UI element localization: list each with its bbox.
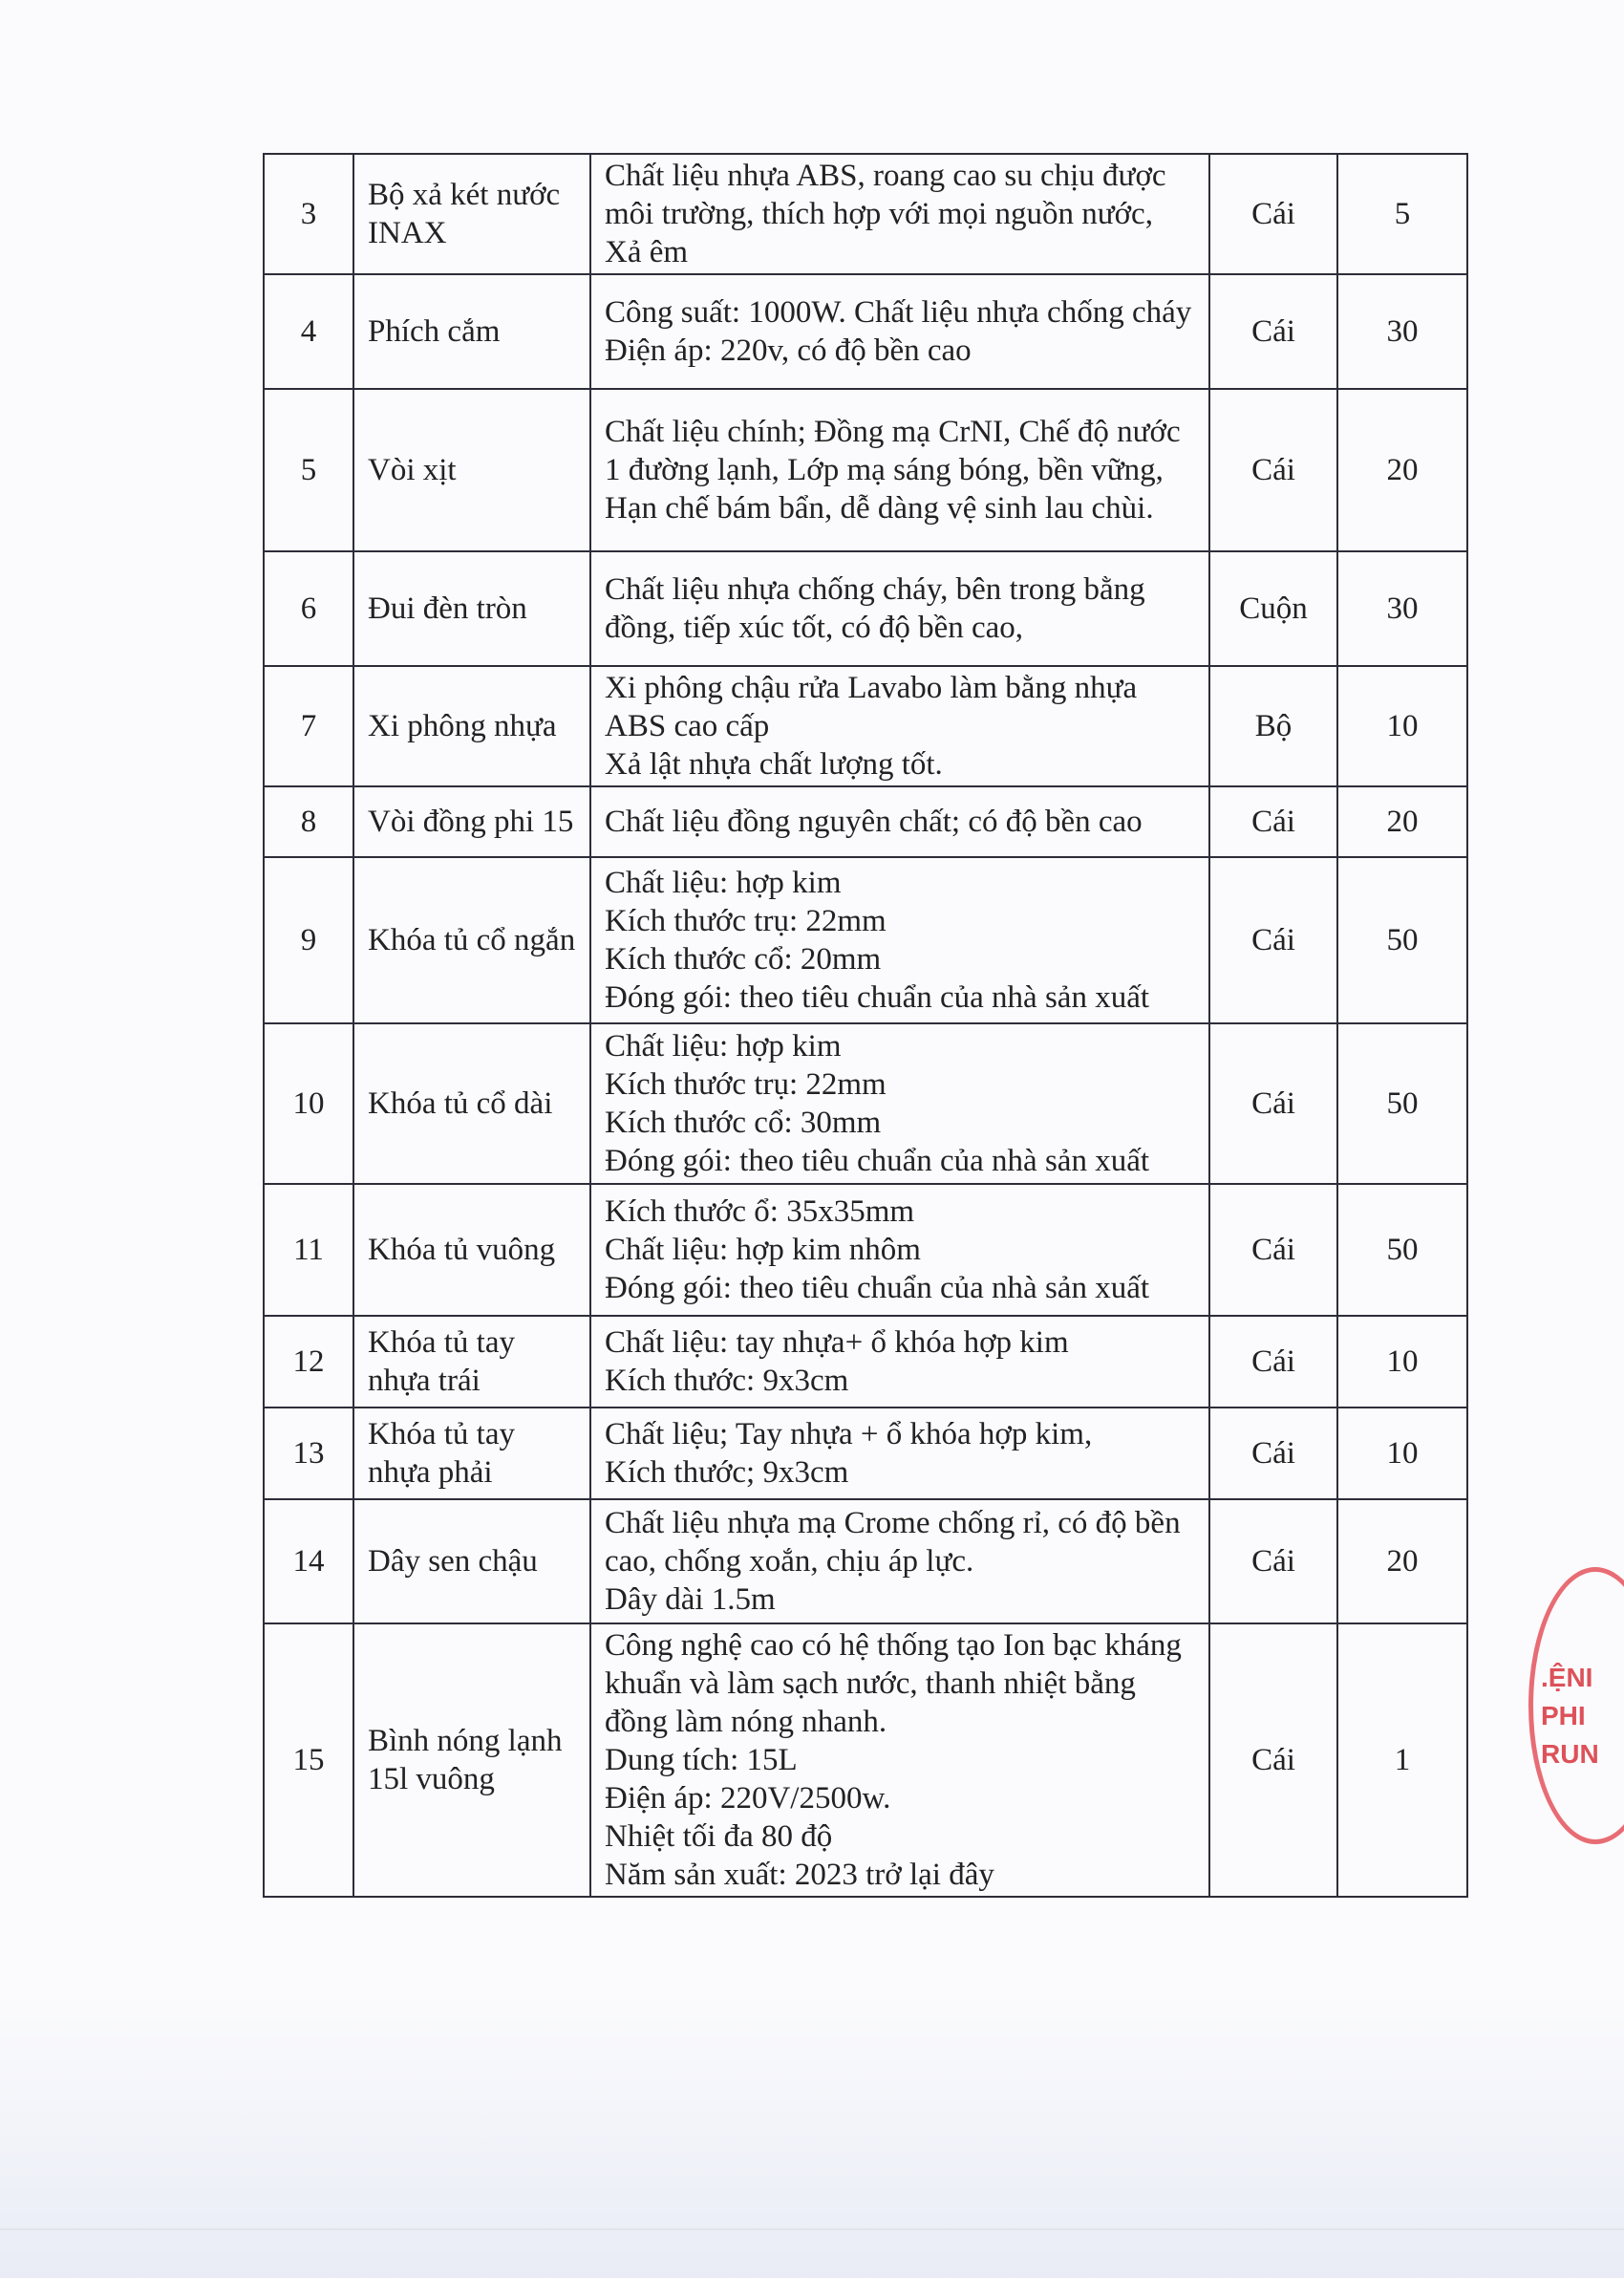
table-row	[264, 551, 1467, 666]
item-unit: Cái	[1209, 786, 1337, 857]
item-unit: Cái	[1209, 1408, 1337, 1499]
item-quantity: 50	[1337, 1023, 1467, 1184]
scan-background	[0, 1991, 1624, 2278]
row-number: 5	[264, 389, 353, 551]
item-quantity: 30	[1337, 274, 1467, 389]
row-number: 7	[264, 666, 353, 786]
items-table-body	[264, 154, 1467, 1897]
item-quantity: 20	[1337, 786, 1467, 857]
item-description: Chất liệu; Tay nhựa + ổ khóa hợp kim, Kích thước; 9x3cm	[590, 1408, 1209, 1499]
row-number: 11	[264, 1184, 353, 1316]
row-number: 4	[264, 274, 353, 389]
row-number: 15	[264, 1623, 353, 1897]
item-description: Chất liệu nhựa ABS, roang cao su chịu được môi trường, thích hợp với mọi nguồn nước, Xả êm	[590, 154, 1209, 274]
red-seal-stamp	[1528, 1567, 1624, 1844]
item-description: Chất liệu: hợp kim Kích thước trụ: 22mm Kích thước cổ: 20mm Đóng gói: theo tiêu chuẩn của nhà sản xuất	[590, 857, 1209, 1023]
item-quantity: 20	[1337, 389, 1467, 551]
item-description: Chất liệu: hợp kim Kích thước trụ: 22mm Kích thước cổ: 30mm Đóng gói: theo tiêu chuẩn của nhà sản xuất	[590, 1023, 1209, 1184]
item-name: Khóa tủ tay nhựa phải	[353, 1408, 590, 1499]
stamp-text-line: PHI	[1541, 1701, 1586, 1730]
row-number: 14	[264, 1499, 353, 1623]
item-unit: Cuộn	[1209, 551, 1337, 666]
row-number: 8	[264, 786, 353, 857]
items-table	[263, 153, 1468, 1898]
item-unit: Cái	[1209, 154, 1337, 274]
item-unit: Cái	[1209, 1023, 1337, 1184]
item-unit: Cái	[1209, 1499, 1337, 1623]
item-description: Kích thước ổ: 35x35mm Chất liệu: hợp kim nhôm Đóng gói: theo tiêu chuẩn của nhà sản xuất	[590, 1184, 1209, 1316]
item-quantity: 50	[1337, 857, 1467, 1023]
item-name: Khóa tủ cổ dài	[353, 1023, 590, 1184]
table-row	[264, 857, 1467, 1023]
item-quantity: 5	[1337, 154, 1467, 274]
item-quantity: 30	[1337, 551, 1467, 666]
item-unit: Cái	[1209, 1623, 1337, 1897]
item-description: Công suất: 1000W. Chất liệu nhựa chống cháy Điện áp: 220v, có độ bền cao	[590, 274, 1209, 389]
table-row	[264, 1623, 1467, 1897]
item-description: Xi phông chậu rửa Lavabo làm bằng nhựa ABS cao cấp Xả lật nhựa chất lượng tốt.	[590, 666, 1209, 786]
table-row	[264, 274, 1467, 389]
item-quantity: 10	[1337, 1316, 1467, 1408]
item-name: Phích cắm	[353, 274, 590, 389]
item-name: Khóa tủ tay nhựa trái	[353, 1316, 590, 1408]
table-row	[264, 666, 1467, 786]
item-unit: Cái	[1209, 274, 1337, 389]
item-description: Chất liệu: tay nhựa+ ổ khóa hợp kim Kích thước: 9x3cm	[590, 1316, 1209, 1408]
item-quantity: 1	[1337, 1623, 1467, 1897]
table-row	[264, 1499, 1467, 1623]
item-unit: Cái	[1209, 857, 1337, 1023]
item-name: Xi phông nhựa	[353, 666, 590, 786]
table-row	[264, 389, 1467, 551]
stamp-text-line: RUN	[1541, 1739, 1599, 1769]
table-row	[264, 786, 1467, 857]
item-name: Dây sen chậu	[353, 1499, 590, 1623]
item-description: Chất liệu nhựa mạ Crome chống rỉ, có độ bền cao, chống xoắn, chịu áp lực. Dây dài 1.5m	[590, 1499, 1209, 1623]
row-number: 10	[264, 1023, 353, 1184]
item-name: Đui đèn tròn	[353, 551, 590, 666]
row-number: 3	[264, 154, 353, 274]
item-quantity: 10	[1337, 1408, 1467, 1499]
row-number: 6	[264, 551, 353, 666]
row-number: 9	[264, 857, 353, 1023]
row-number: 13	[264, 1408, 353, 1499]
table-row	[264, 1184, 1467, 1316]
item-name: Vòi đồng phi 15	[353, 786, 590, 857]
item-name: Bình nóng lạnh 15l vuông	[353, 1623, 590, 1897]
page-edge-line	[0, 2228, 1624, 2230]
item-quantity: 20	[1337, 1499, 1467, 1623]
item-name: Khóa tủ cổ ngắn	[353, 857, 590, 1023]
item-description: Chất liệu đồng nguyên chất; có độ bền cao	[590, 786, 1209, 857]
table-row	[264, 1023, 1467, 1184]
item-unit: Cái	[1209, 1316, 1337, 1408]
item-quantity: 50	[1337, 1184, 1467, 1316]
item-unit: Cái	[1209, 1184, 1337, 1316]
item-name: Bộ xả két nước INAX	[353, 154, 590, 274]
item-unit: Bộ	[1209, 666, 1337, 786]
row-number: 12	[264, 1316, 353, 1408]
item-description: Chất liệu nhựa chống cháy, bên trong bằng đồng, tiếp xúc tốt, có độ bền cao,	[590, 551, 1209, 666]
table-row	[264, 154, 1467, 274]
item-description: Chất liệu chính; Đồng mạ CrNI, Chế độ nước 1 đường lạnh, Lớp mạ sáng bóng, bền vững, Hạn chế bám bẩn, dễ dàng vệ sinh lau chùi.	[590, 389, 1209, 551]
stamp-text-line: .ỆNI	[1541, 1663, 1593, 1692]
table-row	[264, 1316, 1467, 1408]
item-description: Công nghệ cao có hệ thống tạo Ion bạc kháng khuẩn và làm sạch nước, thanh nhiệt bằng đồng làm nóng nhanh. Dung tích: 15L Điện áp: 220V/2500w. Nhiệt tối đa 80 độ Năm sản xuất: 2023 trở lại đây	[590, 1623, 1209, 1897]
table-row	[264, 1408, 1467, 1499]
item-name: Khóa tủ vuông	[353, 1184, 590, 1316]
item-name: Vòi xịt	[353, 389, 590, 551]
item-quantity: 10	[1337, 666, 1467, 786]
item-unit: Cái	[1209, 389, 1337, 551]
